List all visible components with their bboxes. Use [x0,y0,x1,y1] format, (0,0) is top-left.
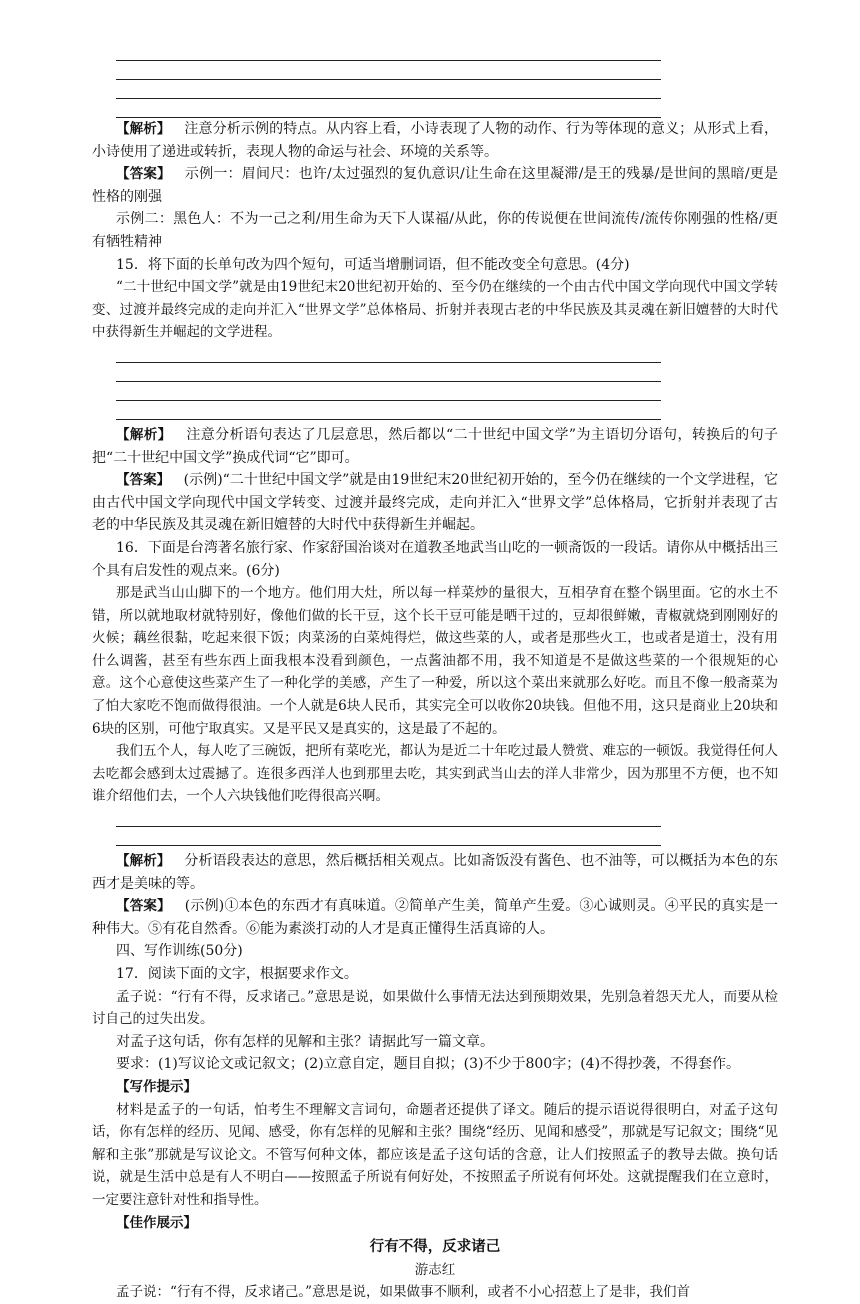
answer-tag: 【答案】 [116,898,171,915]
q17-material: 孟子说：“行有不得，反求诸己。”意思是说，如果做什么事情无法达到预期效果，先别急着怨天尤人，而要从检讨自己的过失出发。 [92,988,778,1028]
answer-line[interactable] [116,80,661,99]
answer-line[interactable] [116,363,661,382]
answer-line[interactable] [116,382,661,401]
answer-text: 示例一：眉间尺：也许/太过强烈的复仇意识/让生命在这里凝滞/是王的残暴/是世间的黑暗/更是性格的刚强 [92,166,779,205]
writing-tip-text: 材料是孟子的一句话，怕考生不理解文言词句，命题者还提供了译文。随后的提示语说得很明白，对孟子这句话，你有怎样的经历、见闻、感受，你有怎样的见解和主张？围绕“经历、见闻和感受”，那就是写记叙文；围绕“见解和主张”那就是写议论文。不管写何种文体，都应该是孟子这句话的含意，让人们按照孟子的教导去做。换句话说，就是生活中总是有人不明白——按照孟子所说有何好处，不按照孟子所说有何坏处。这就提醒我们在立意时，一定要注意针对性和指导性。 [92,1101,778,1208]
q16-question: 16．下面是台湾著名旅行家、作家舒国治谈对在道教圣地武当山吃的一顿斋饭的一段话。请你从中概括出三个具有启发性的观点来。(6分) [92,539,778,579]
analysis-tag: 【解析】 [116,426,172,443]
answer-tag: 【答案】 [116,166,171,183]
q17-prompt: 对孟子这句话，你有怎样的见解和主张？请据此写一篇文章。 [116,1033,494,1050]
q14-answer-2: 示例二：黑色人：不为一己之利/用生命为天下人谋福/从此，你的传说便在世间流传/流传你刚强的性格/更有牺牲精神 [92,211,778,250]
answer-line[interactable] [116,344,661,363]
analysis-text: 分析语段表达的意思，然后概括相关观点。比如斋饭没有酱色、也不油等，可以概括为本色的东西才是美味的等。 [92,853,778,892]
analysis-tag: 【解析】 [116,121,171,137]
answer-line[interactable] [116,54,661,61]
q14-analysis [92,118,778,163]
answer-text: (示例)①本色的东西才有真味道。②简单产生美，简单产生爱。③心诚则灵。④平民的真实是一种伟大。⑤有花自然香。⑥能为素淡打动的人才是真正懂得生活真谛的人。 [92,898,779,937]
answer-text: (示例)“二十世纪中国文学”就是由19世纪末20世纪初开始的，至今仍在继续的一个文学进程，它由古代中国文学向现代中国文学转变、过渡并最终完成，走向并汇入“世界文学”总体格局，它折射并表现了古老的中华民族及其灵魂在新旧嬗替的大时代中获得新生并崛起。 [92,472,779,534]
showcase-tag: 【佳作展示】 [116,1214,197,1231]
q16-passage-para-1: 那是武当山山脚下的一个地方。他们用大灶，所以每一样菜炒的量很大，互相孕育在整个锅里面。它的水土不错，所以就地取材就特别好，像他们做的长干豆，这个长干豆可能是晒干过的，豆却很鲜嫩，青椒就烧到刚刚好的火候；藕丝很黏，吃起来很下饭；肉菜汤的白菜炖得烂，做这些菜的人，或者是那些火工，也或者是道士，没有用什么调酱，甚至有些东西上面我根本没看到颜色，一点酱油都不用，我不知道是不是做这些菜的一个很规矩的心意。这个心意使这些菜产生了一种化学的美感，产生了一种爱，所以这个菜出来就那么好吃。而且不像一般斋菜为了怕大家吃不饱而做得很油。一个人就是6块人民币，其实完全可以收你20块钱。但他不用，这只是商业上20块和6块的区别，可他宁取真实。又是平民又是真实的，这是最了不起的。 [92,585,778,737]
essay-author: 游志红 [414,1261,456,1278]
analysis-text: 注意分析语句表达了几层意思，然后都以“二十世纪中国文学”为主语切分语句，转换后的句子把“二十世纪中国文学”换成代词“它”即可。 [92,426,779,466]
answer-line[interactable] [116,401,661,420]
answer-line[interactable] [116,61,661,80]
writing-tip-tag: 【写作提示】 [116,1078,197,1095]
q17-requirements: 要求：(1)写议论文或记叙文；(2)立意自定，题目自拟；(3)不少于800字；(4)不得抄袭，不得套作。 [116,1056,741,1073]
q14-answer [92,163,778,208]
answer-line[interactable] [116,827,661,846]
q16-passage-para-2: 我们五个人，每人吃了三碗饭，把所有菜吃光，都认为是近二十年吃过最人赞赏、难忘的一顿饭。我觉得任何人去吃都会感到太过震撼了。连很多西洋人也到那里去吃，其实到武当山去的洋人非常少，因为那里不方便，也不知谁介绍他们去，一个人六块钱他们吃得很高兴啊。 [92,743,778,805]
q16-analysis [92,850,778,895]
answer-line[interactable] [116,808,661,827]
essay-first-line: 孟子说：“行有不得，反求诸己。”意思是说，如果做事不顺利，或者不小心招惹上了是非，我们首 [116,1284,691,1301]
answer-tag: 【答案】 [116,472,171,489]
q15-passage: “二十世纪中国文学”就是由19世纪末20世纪初开始的、至今仍在继续的一个由古代中国文学向现代中国文学转变、过渡并最终完成的走向并汇入“世界文学”总体格局、折射并表现古老的中华民族及其灵魂在新旧嬗替的大时代中获得新生并崛起的文学进程。 [92,279,778,341]
section-heading: 四、写作训练(50分) [116,943,243,960]
q15-analysis [92,424,778,469]
analysis-tag: 【解析】 [116,853,171,870]
answer-line[interactable] [116,99,661,118]
q17-question: 17．阅读下面的文字，根据要求作文。 [116,966,358,982]
q15-answer [92,469,778,537]
q15-question: 15．将下面的长单句改为四个短句，可适当增删词语，但不能改变全句意思。(4分) [116,256,630,273]
analysis-text: 注意分析示例的特点。从内容上看，小诗表现了人物的动作、行为等体现的意义；从形式上看，小诗使用了递进或转折，表现人物的命运与社会、环境的关系等。 [92,121,778,160]
q16-answer [92,895,778,940]
essay-title: 行有不得，反求诸己 [369,1239,501,1256]
